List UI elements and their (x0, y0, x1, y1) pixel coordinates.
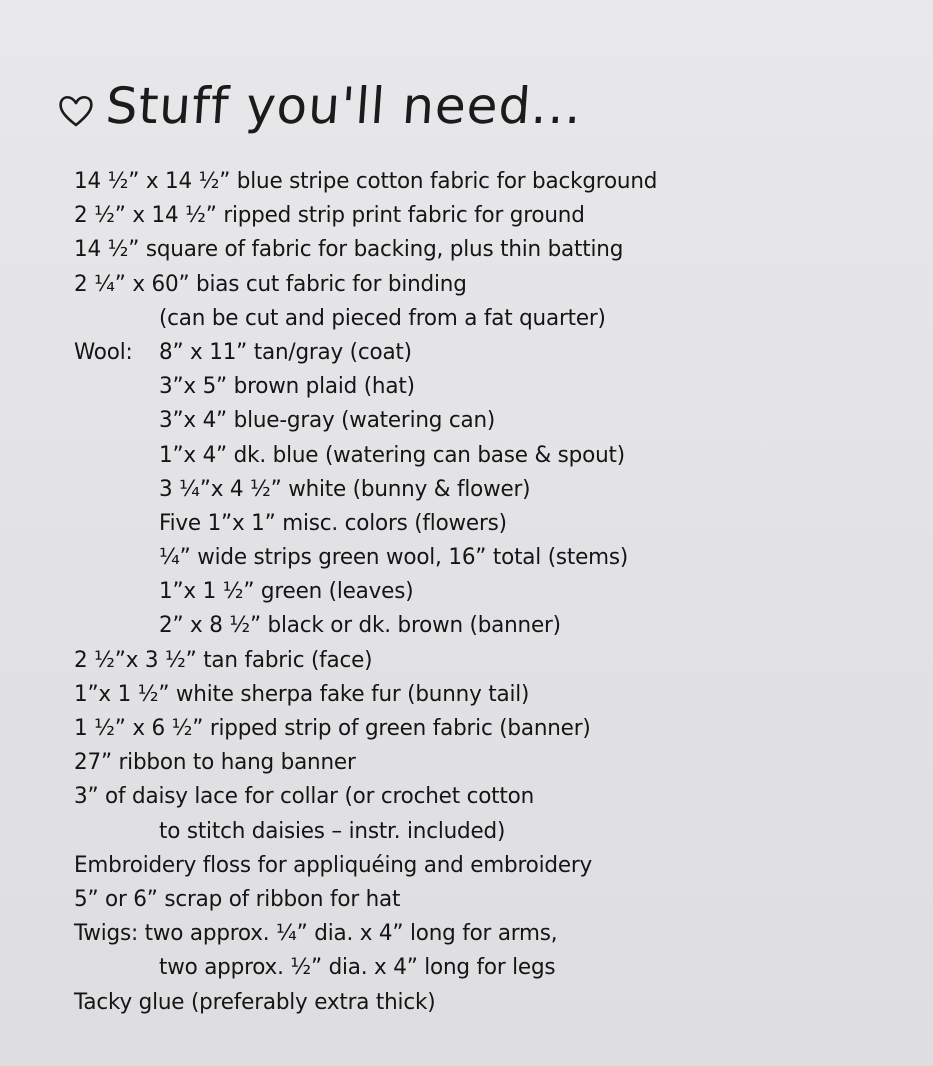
list-item (74, 403, 876, 437)
list-item (74, 574, 876, 608)
list-item (74, 438, 876, 472)
list-item (74, 677, 876, 711)
list-item (74, 301, 876, 335)
list-item-text: Twigs: two approx. ¼” dia. x 4” long for arms, (74, 920, 558, 947)
list-item (74, 472, 876, 506)
list-item (74, 745, 876, 779)
list-item-text: 14 ½” square of fabric for backing, plus thin batting (74, 236, 624, 263)
list-item (74, 985, 876, 1019)
list-item-text: 2 ¼” x 60” bias cut fabric for binding (74, 270, 467, 297)
list-item-lead: Wool: (74, 338, 133, 365)
list-item-text: ¼” wide strips green wool, 16” total (stems) (158, 544, 629, 571)
list-item-text: 8” x 11” tan/gray (coat) (158, 338, 412, 365)
list-item (74, 335, 876, 369)
list-item-text: 14 ½” x 14 ½” blue stripe cotton fabric for background (74, 168, 658, 194)
list-item-text: 3 ¼”x 4 ½” white (bunny & flower) (158, 475, 531, 502)
list-item (74, 608, 876, 642)
supply-list (74, 164, 914, 1019)
heart-icon (56, 90, 96, 130)
list-item (74, 198, 876, 232)
list-item (74, 950, 876, 984)
list-item (74, 779, 876, 813)
title-text: Stuff you'll need... (103, 77, 585, 135)
list-item (74, 232, 876, 266)
list-item-text: 3”x 5” brown plaid (hat) (158, 373, 415, 400)
list-item-text: to stitch daisies – instr. included) (158, 817, 506, 844)
list-item-text: 27” ribbon to hang banner (74, 749, 356, 776)
list-item-text: 2 ½” x 14 ½” ripped strip print fabric for ground (74, 202, 585, 229)
list-item (74, 267, 876, 301)
list-item-text: 5” or 6” scrap of ribbon for hat (74, 885, 401, 912)
list-item-text: 1”x 4” dk. blue (watering can base & spout) (158, 441, 625, 468)
list-item-text: two approx. ½” dia. x 4” long for legs (158, 954, 556, 981)
list-item-text: Embroidery floss for appliquéing and embroidery (74, 851, 593, 878)
list-item (74, 506, 876, 540)
list-item (74, 882, 876, 916)
list-item-text: Tacky glue (preferably extra thick) (74, 988, 436, 1015)
list-item (74, 164, 876, 198)
list-item (74, 916, 876, 950)
list-item-text: 3” of daisy lace for collar (or crochet cotton (74, 783, 535, 810)
page-title (56, 66, 585, 146)
list-item-text: (can be cut and pieced from a fat quarter) (158, 304, 606, 331)
list-item (74, 643, 876, 677)
list-item (74, 369, 876, 403)
list-item-text: 2 ½”x 3 ½” tan fabric (face) (74, 646, 373, 673)
list-item-text: 3”x 4” blue-gray (watering can) (158, 407, 496, 434)
list-item (74, 814, 876, 848)
list-item (74, 711, 876, 745)
list-item (74, 540, 876, 574)
list-item-text: Five 1”x 1” misc. colors (flowers) (158, 509, 507, 536)
list-item-text: 1”x 1 ½” white sherpa fake fur (bunny tail) (74, 680, 530, 707)
list-item (74, 848, 876, 882)
list-item-text: 1 ½” x 6 ½” ripped strip of green fabric (banner) (74, 715, 591, 741)
list-item-text: 2” x 8 ½” black or dk. brown (banner) (158, 612, 561, 639)
list-item-text: 1”x 1 ½” green (leaves) (158, 578, 414, 605)
